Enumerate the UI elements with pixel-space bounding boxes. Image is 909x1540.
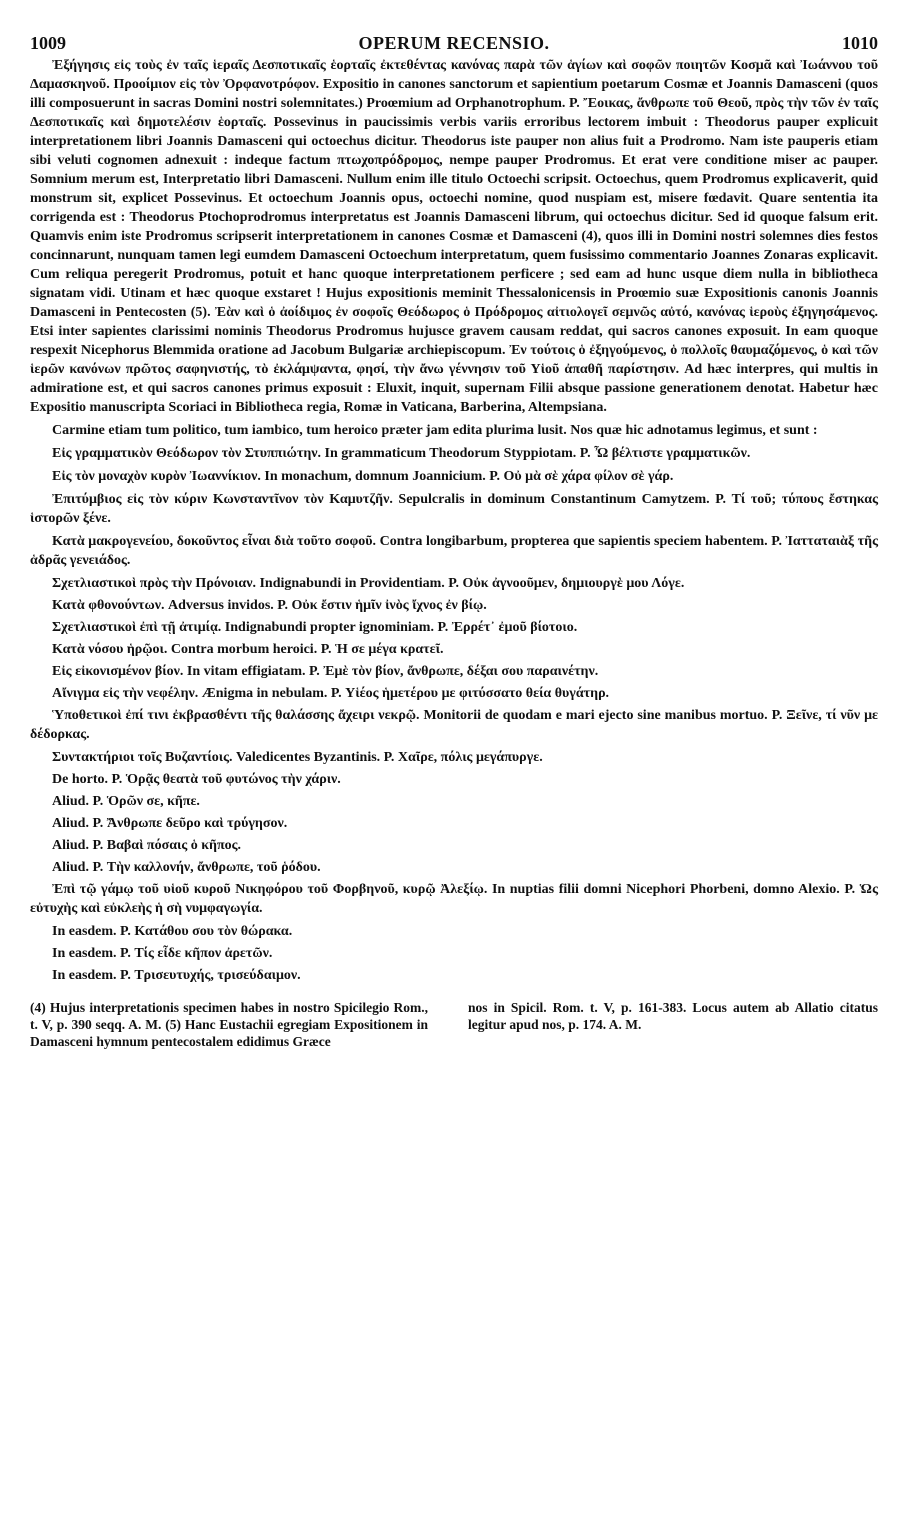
paragraph-expositio: Ἐξήγησις εἰς τοὺς ἐν ταῖς ἱεραῖς Δεσποτικαῖς ἑορταῖς ἐκτεθέντας κανόνας παρὰ τῶν ἁγίων καὶ σοφῶν ποιητῶν Κοσμᾶ καὶ Ἰωάννου τοῦ Δαμασκηνοῦ. Προοίμιον εἰς τὸν Ὀρφανοτρόφον. Expositio in canones sanctorum et sapientium poetarum Cosmæ et Joannis Damasceni (quos illi composuerunt in sacras Domini nostri solemnitates.) Proœmium ad Orphanotrophum. P. Ἔοικας, ἄνθρωπε τοῦ Θεοῦ, πρὸς τὴν τῶν ἐν ταῖς Δεσποτικαῖς καὶ δημοτελέσιν ἑορταῖς. Possevinus in paucissimis verbis variis erroribus lectorem imbuit : Theodorus pauper explicuit interpretationem libri Joannis Damasceni qui octoechus dicitur. Theodorus iste pauper non alius fuit a Prodromo. Nam iste pauperis etiam sibi veluti cognomen adnexuit : indeque factum πτωχοπρόδρομος, nempe pauper Prodromus. Et erat vere conditione miser ac pauper. Somnium merum est, Interpretatio libri Damasceni. Nullum enim ille titulo Octoechi scripsit. Octoechus, quem Prodromus explicaverit, quid monstrum sit, explicet Possevinus. Et octoechum Joannis opus, octoechi nomine, quod nuspiam est, misere fœdavit. Quare sententia ita corrigenda est : Theodorus Ptochoprodromus interpretatus est Joannis Damasceni librum, qui octoechus dicitur. Sed id quoque falsum erit. Quamvis enim iste Prodromus scripserit interpretationem in canones Cosmæ et Damasceni (4), quos illi in Domini nostri solemnes dies festos concinnarunt, nunquam tamen legi eumdem Damasceni Octoechum interpretatum, quem fusissimo commentario Joannes Zonaras explicavit. Cum reliqua peregerit Prodromus, potuit et hanc quoque interpretationem perficere ; sed eam ad hunc usque diem nulla in bibliotheca signatam vidi. Utinam et hæc quoque exstaret ! Hujus expositionis meminit Thessalonicensis in Proœmio suæ Expositionis canonis Joannis Damasceni in Pentecosten (5). Ἐὰν καὶ ὁ ἀοίδιμος ἐν σοφοῖς Θεόδωρος ὁ Πρόδρομος αἰτιολογεῖ σεμνῶς αὐτό, κανόνας ἱεροὺς ἐξηγησάμενος. Etsi inter sapientes clarissimi nominis Theodorus Prodromus hujusce gravem causam reddat, qui sacros canones exposuit. In eam quoque respexit Nicephorus Blemmida oratione ad Jacobum Bulgariæ archiepiscopum. Ἐν τούτοις ὁ ἐξηγούμενος, ὁ πολλοῖς θαυμαζόμενος, ὁ καὶ τῶν ἱερῶν κανόνων πρῶτος σαφηνιστής, τὸ ἐκλάμψαντα, φησί, τὴν ἄνω γέννησιν τοῦ Υἱοῦ ἀπαθῆ παρίστησιν. Ad hæc interpres, qui multis in admiratione est, et qui sacros canones primus exposuit : Eluxit, inquit, supernam Filii absque passione generationem denotat. Habetur hæc Expositio manuscripta Scoriaci in Bibliotheca regia, Romæ in Vaticana, Barberina, Altempsiana. bbox=[30, 58, 878, 415]
carmina-list bbox=[30, 444, 878, 985]
list-item: Ἐπὶ τῷ γάμῳ τοῦ υἱοῦ κυροῦ Νικηφόρου τοῦ Φορβηνοῦ, κυρῷ Ἀλεξίῳ. In nuptias filii domni Nicephori Phorbeni, domno Alexio. P. Ὡς εὐτυχὴς καὶ εὐκλεὴς ἡ σὴ νυμφαγωγία. bbox=[30, 882, 878, 916]
list-item: Aliud. P. Βαβαὶ πόσαις ὁ κῆπος. bbox=[52, 838, 242, 853]
list-item: Ἐπιτύμβιος εἰς τὸν κύριν Κωνσταντῖνον τὸν Καμυτζῆν. Sepulcralis in dominum Constantinum Camytzem. P. Τί τοῦ; τύπους ἔστηκας ἱστορῶν ξένε. bbox=[30, 492, 878, 526]
page-number-right: 1010 bbox=[842, 33, 878, 53]
footnote-right-column: nos in Spicil. Rom. t. V, p. 161-383. Locus autem ab Allatio citatus legitur apud nos, p. 174. A. M. bbox=[468, 1000, 878, 1032]
list-item: Εἰς εἰκονισμένον βίον. In vitam effigiatam. P. Ἐμὲ τὸν βίον, ἄνθρωπε, δέξαι σου παραινέτην. bbox=[52, 664, 599, 679]
list-item: Ὑποθετικοὶ ἐπί τινι ἐκβρασθέντι τῆς θαλάσσης ἄχειρι νεκρῷ. Monitorii de quodam e mari ejecto sine manibus mortuo. P. Ξεῖνε, τί νῦν με δέδορκας. bbox=[30, 708, 878, 742]
list-item: Εἰς τὸν μοναχὸν κυρὸν Ἰωαννίκιον. In monachum, domnum Joannicium. P. Οὐ μὰ σὲ χάρα φίλον σὲ γάρ. bbox=[52, 469, 674, 484]
page-number-left: 1009 bbox=[30, 33, 66, 53]
list-item: Σχετλιαστικοὶ ἐπὶ τῇ ἀτιμίᾳ. Indignabundi propter ignominiam. P. Ἐρρέτ᾽ ἐμοῦ βίοτοιο. bbox=[52, 620, 578, 635]
list-item: Αἴνιγμα εἰς τὴν νεφέλην. Ænigma in nebulam. P. Υἱέος ἡμετέρου με φιτύσσατο θεία θυγάτηρ. bbox=[52, 686, 610, 701]
list-item: In easdem. P. Τρισευτυχής, τρισεύδαιμον. bbox=[52, 968, 301, 983]
list-item: Σχετλιαστικοὶ πρὸς τὴν Πρόνοιαν. Indignabundi in Providentiam. P. Οὐκ ἀγνοοῦμεν, δημιουργὲ μου Λόγε. bbox=[52, 576, 685, 591]
list-item: Εἰς γραμματικὸν Θεόδωρον τὸν Στυππιώτην. In grammaticum Theodorum Styppiotam. P. Ὦ βέλτιστε γραμματικῶν. bbox=[52, 446, 751, 461]
list-item: Aliud. P. Ἄνθρωπε δεῦρο καὶ τρύγησον. bbox=[52, 816, 288, 831]
list-item: Aliud. P. Τὴν καλλονήν, ἄνθρωπε, τοῦ ῥόδου. bbox=[52, 860, 321, 875]
list-item: Aliud. P. Ὁρῶν σε, κῆπε. bbox=[52, 794, 200, 809]
list-item: Κατὰ φθονούντων. Adversus invidos. P. Οὐκ ἔστιν ἡμῖν ἰνὸς ἴχνος ἐν βίῳ. bbox=[52, 598, 487, 613]
list-item: In easdem. P. Κατάθου σου τὸν θώρακα. bbox=[52, 924, 293, 939]
list-item: Κατὰ μακρογενείου, δοκοῦντος εἶναι διὰ τοῦτο σοφοῦ. Contra longibarbum, propterea que sapientis speciem habentem. P. Ἰατταταιὰξ τῆς ἁδρᾶς γενειάδος. bbox=[30, 534, 878, 568]
document-page bbox=[30, 32, 878, 1050]
list-item: Συντακτήριοι τοῖς Βυζαντίοις. Valedicentes Byzantinis. P. Χαῖρε, πόλις μεγάπυργε. bbox=[52, 750, 543, 765]
page-header bbox=[30, 32, 878, 56]
footnote-left-column: (4) Hujus interpretationis specimen habes in nostro Spicilegio Rom., t. V, p. 390 seqq. A. M. (5) Hanc Eustachii egregiam Expositionem in Damasceni hymnum pentecostalem edidimus Græce bbox=[30, 1000, 428, 1049]
list-item: Κατὰ νόσου ἡρῷοι. Contra morbum heroici. P. Ἡ σε μέγα κρατεῖ. bbox=[52, 642, 444, 657]
footnotes bbox=[30, 999, 878, 1050]
paragraph-carmina-intro: Carmine etiam tum politico, tum iambico, tum heroico præter jam edita plurima lusit. Nos quæ hic adnotamus legimus, et sunt : bbox=[52, 423, 818, 438]
list-item: In easdem. P. Τίς εἶδε κῆπον ἀρετῶν. bbox=[52, 946, 273, 961]
running-title: OPERUM RECENSIO. bbox=[358, 33, 550, 53]
list-item: De horto. P. Ὁρᾷς θεατὰ τοῦ φυτώνος τὴν χάριν. bbox=[52, 772, 341, 787]
